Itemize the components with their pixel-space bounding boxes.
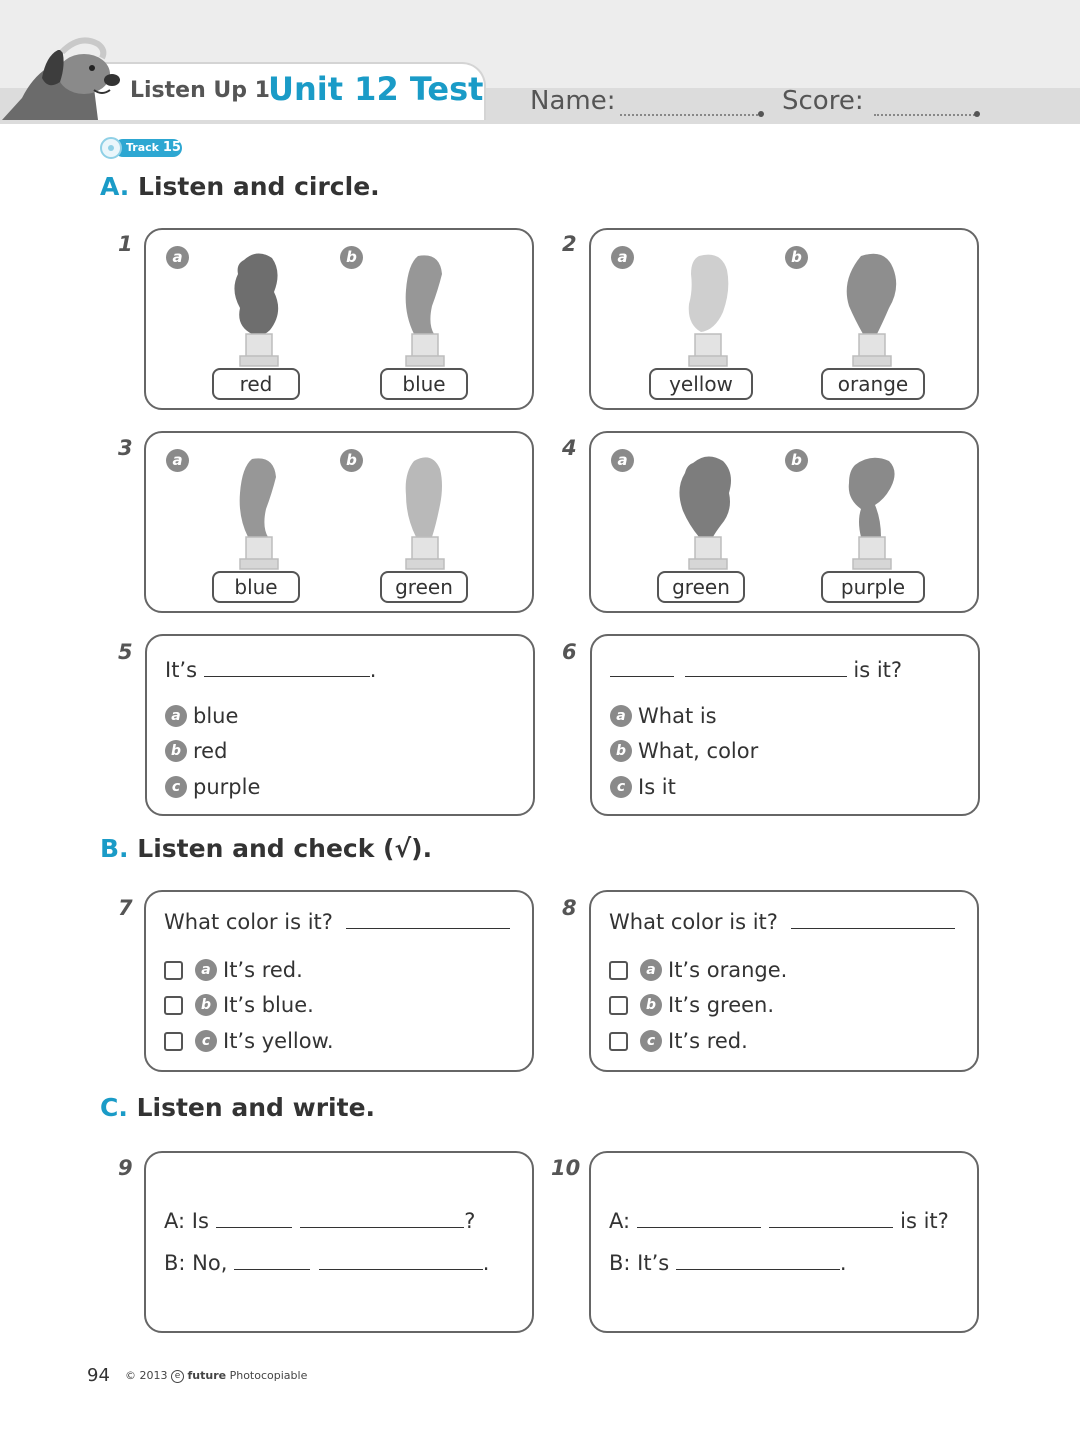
section-b-letter: B. xyxy=(100,834,129,863)
question-2-box xyxy=(589,228,979,410)
question-4-box xyxy=(589,431,979,613)
choice-row[interactable] xyxy=(165,739,227,763)
choice-text: It’s blue. xyxy=(223,993,314,1017)
checkbox[interactable] xyxy=(609,961,628,980)
option-b-marker[interactable]: b xyxy=(785,246,808,269)
question-number: 1 xyxy=(118,232,133,256)
checkbox[interactable] xyxy=(164,1032,183,1051)
choice-text: Is it xyxy=(638,775,676,799)
score-field[interactable] xyxy=(874,114,978,116)
option-c-marker: c xyxy=(195,1030,217,1052)
answer-blank[interactable] xyxy=(234,1252,310,1270)
green-paint-bottle-icon xyxy=(671,453,741,573)
dialogue-text: A: xyxy=(609,1209,631,1233)
option-a-marker[interactable]: a xyxy=(166,449,189,472)
prompt-text: is it? xyxy=(853,658,903,682)
option-label[interactable]: green xyxy=(380,571,468,603)
question-7-prompt xyxy=(164,910,510,934)
question-10-box xyxy=(589,1151,979,1333)
answer-blank[interactable] xyxy=(204,659,370,677)
blue-paint-bottle-icon xyxy=(388,250,458,370)
dialogue-line-b xyxy=(609,1251,847,1275)
choice-row[interactable] xyxy=(610,739,758,763)
option-b-marker: b xyxy=(610,740,632,762)
option-label[interactable]: yellow xyxy=(649,368,753,400)
answer-blank[interactable] xyxy=(610,659,674,677)
option-label[interactable]: blue xyxy=(380,368,468,400)
question-number: 9 xyxy=(118,1156,133,1180)
dog-mascot-icon xyxy=(2,28,130,120)
choice-row[interactable] xyxy=(609,1029,748,1053)
answer-blank[interactable] xyxy=(791,911,955,929)
publisher-name: future xyxy=(187,1369,227,1382)
question-3-box xyxy=(144,431,534,613)
question-1-box xyxy=(144,228,534,410)
score-label: Score: xyxy=(782,86,864,116)
copyright-text: © 2013 xyxy=(125,1369,168,1382)
choice-row[interactable] xyxy=(609,993,774,1017)
option-label[interactable]: green xyxy=(657,571,745,603)
option-b-marker: b xyxy=(640,994,662,1016)
answer-blank[interactable] xyxy=(319,1252,483,1270)
dialogue-line-a xyxy=(609,1209,949,1233)
answer-blank[interactable] xyxy=(685,659,847,677)
question-8-prompt xyxy=(609,910,955,934)
dialogue-text: ? xyxy=(464,1209,476,1233)
blue-paint-bottle-icon xyxy=(222,453,292,573)
option-a-marker: a xyxy=(195,959,217,981)
green-paint-bottle-icon xyxy=(388,453,458,573)
track-number: 15 xyxy=(162,140,181,155)
question-8-box xyxy=(589,890,979,1072)
orange-paint-bottle-icon xyxy=(835,250,905,370)
checkbox[interactable] xyxy=(164,996,183,1015)
option-a-marker[interactable]: a xyxy=(611,449,634,472)
purple-paint-bottle-icon xyxy=(835,453,905,573)
option-a-marker[interactable]: a xyxy=(166,246,189,269)
answer-blank[interactable] xyxy=(769,1210,893,1228)
option-c-marker: c xyxy=(610,776,632,798)
name-line-dot xyxy=(758,111,764,117)
checkbox[interactable] xyxy=(164,961,183,980)
dialogue-text: B: It’s xyxy=(609,1251,670,1275)
option-b-marker[interactable]: b xyxy=(340,449,363,472)
question-number: 10 xyxy=(551,1156,581,1180)
choice-row[interactable] xyxy=(609,958,787,982)
choice-text: It’s green. xyxy=(668,993,775,1017)
question-5-prompt xyxy=(165,658,376,682)
track-label: Track xyxy=(126,141,159,154)
question-number: 3 xyxy=(118,436,133,460)
answer-blank[interactable] xyxy=(216,1210,292,1228)
question-text: What color is it? xyxy=(609,910,778,934)
section-b-heading xyxy=(100,834,432,863)
track-pill xyxy=(114,139,182,157)
question-number: 6 xyxy=(562,640,577,664)
photocopiable-note: Photocopiable xyxy=(229,1369,308,1382)
option-b-marker[interactable]: b xyxy=(785,449,808,472)
dialogue-text: . xyxy=(482,1251,490,1275)
dialogue-text: is it? xyxy=(900,1209,949,1233)
choice-row[interactable] xyxy=(164,958,303,982)
name-field[interactable] xyxy=(620,114,762,116)
choice-text: red xyxy=(193,739,228,763)
choice-text: blue xyxy=(193,704,239,728)
publisher-logo: e xyxy=(171,1370,184,1383)
choice-row[interactable] xyxy=(610,704,717,728)
choice-text: What is xyxy=(638,704,717,728)
question-5-box xyxy=(145,634,535,816)
choice-row[interactable] xyxy=(610,775,676,799)
section-c-letter: C. xyxy=(100,1093,128,1122)
question-number: 8 xyxy=(562,896,577,920)
question-text: What color is it? xyxy=(164,910,333,934)
option-c-marker: c xyxy=(165,776,187,798)
yellow-paint-bottle-icon xyxy=(671,250,741,370)
page-number: 94 xyxy=(87,1365,110,1386)
question-7-box xyxy=(144,890,534,1072)
choice-row[interactable] xyxy=(164,1029,334,1053)
section-b-title: Listen and check (√). xyxy=(137,834,433,863)
section-a-heading xyxy=(100,172,380,201)
checkbox[interactable] xyxy=(609,996,628,1015)
choice-row[interactable] xyxy=(165,775,260,799)
option-label[interactable]: purple xyxy=(821,571,925,603)
dialogue-text: B: No, xyxy=(164,1251,228,1275)
track-badge[interactable] xyxy=(100,137,182,159)
choice-text: It’s red. xyxy=(668,1029,748,1053)
dialogue-text: . xyxy=(839,1251,847,1275)
option-label[interactable]: red xyxy=(212,368,300,400)
choice-text: purple xyxy=(193,775,261,799)
option-a-marker: a xyxy=(640,959,662,981)
question-6-prompt xyxy=(610,658,902,682)
choice-row[interactable] xyxy=(165,704,238,728)
section-a-letter: A. xyxy=(100,172,130,201)
option-b-marker: b xyxy=(195,994,217,1016)
choice-row[interactable] xyxy=(164,993,314,1017)
answer-blank[interactable] xyxy=(300,1210,464,1228)
choice-text: What, color xyxy=(638,739,759,763)
section-c-title: Listen and write. xyxy=(136,1093,376,1122)
option-b-marker[interactable]: b xyxy=(340,246,363,269)
series-title: Listen Up 1 xyxy=(130,78,270,103)
copyright-line xyxy=(125,1369,307,1383)
choice-text: It’s orange. xyxy=(668,958,788,982)
choice-text: It’s red. xyxy=(223,958,303,982)
dialogue-text: A: Is xyxy=(164,1209,209,1233)
option-label[interactable]: blue xyxy=(212,571,300,603)
prompt-text: . xyxy=(369,658,377,682)
red-paint-bottle-icon xyxy=(222,250,292,370)
question-6-box xyxy=(590,634,980,816)
option-c-marker: c xyxy=(640,1030,662,1052)
answer-blank[interactable] xyxy=(676,1252,840,1270)
dialogue-line-a xyxy=(164,1209,475,1233)
option-a-marker[interactable]: a xyxy=(611,246,634,269)
checkbox[interactable] xyxy=(609,1032,628,1051)
question-9-box xyxy=(144,1151,534,1333)
answer-blank[interactable] xyxy=(637,1210,761,1228)
question-number: 5 xyxy=(118,640,133,664)
option-b-marker: b xyxy=(165,740,187,762)
unit-title: Unit 12 Test xyxy=(268,70,484,108)
section-a-title: Listen and circle. xyxy=(138,172,380,201)
choice-text: It’s yellow. xyxy=(223,1029,334,1053)
cd-icon xyxy=(100,137,122,159)
question-number: 2 xyxy=(562,232,577,256)
option-label[interactable]: orange xyxy=(821,368,925,400)
answer-blank[interactable] xyxy=(346,911,510,929)
dialogue-line-b xyxy=(164,1251,489,1275)
option-a-marker: a xyxy=(610,705,632,727)
option-a-marker: a xyxy=(165,705,187,727)
name-label: Name: xyxy=(530,86,616,116)
section-c-heading xyxy=(100,1093,375,1122)
score-line-dot xyxy=(974,111,980,117)
prompt-text: It’s xyxy=(165,658,198,682)
question-number: 7 xyxy=(118,896,133,920)
question-number: 4 xyxy=(562,436,577,460)
